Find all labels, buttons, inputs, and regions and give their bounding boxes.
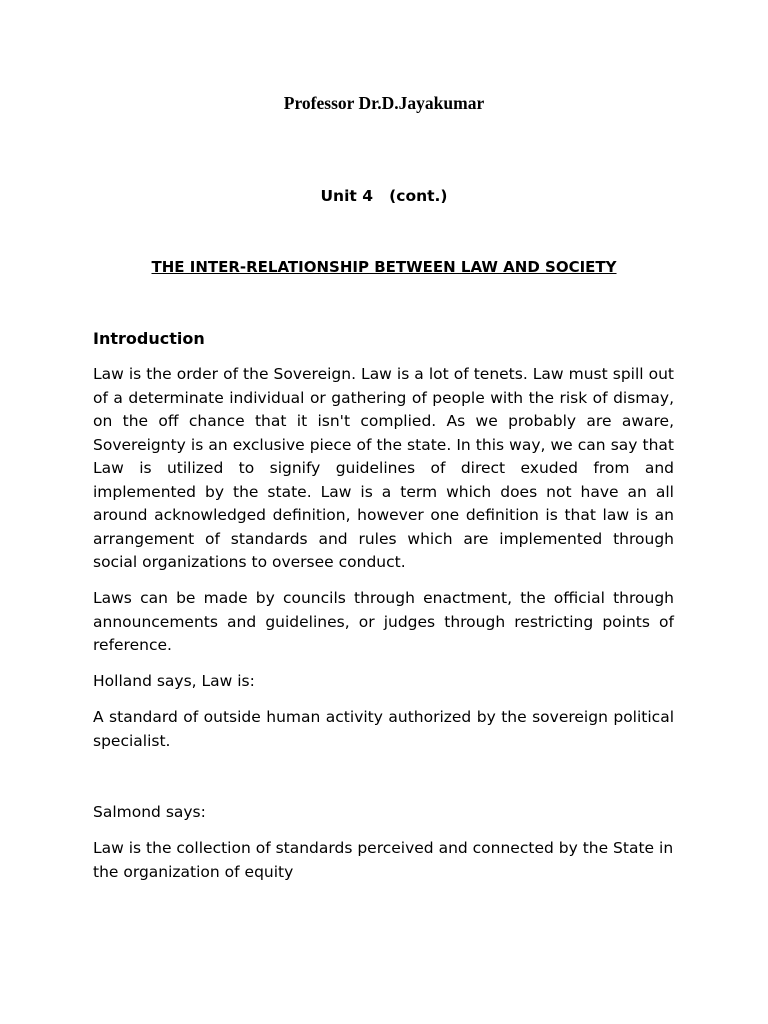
paragraph-salmond-intro: Salmond says: xyxy=(93,803,206,821)
paragraph-lawmaking: Laws can be made by councils through enactment, the official through announcements and guidelines, or judges through restricting points of reference. xyxy=(93,589,674,654)
introduction-heading: Introduction xyxy=(93,329,205,348)
paragraph-holland-quote: A standard of outside human activity authorized by the sovereign political specialist. xyxy=(93,708,674,750)
author-name: Professor Dr.D.Jayakumar xyxy=(283,93,485,113)
paragraph-salmond-quote: Law is the collection of standards perceived and connected by the State in the organization of equity xyxy=(93,839,674,881)
paragraph-definition: Law is the order of the Sovereign. Law is a lot of tenets. Law must spill out of a determinate individual or gathering of people with the risk of dismay, on the off chance that it isn't complied. As we probably are aware, Sovereignty is an exclusive piece of the state. In this way, we can say that Law is utilized to signify guidelines of direct exuded from and implemented by the state. Law is a term which does not have an all around acknowledged definition, however one definition is that law is an arrangement of standards and rules which are implemented through social organizations to oversee conduct. xyxy=(93,365,674,571)
document-title: THE INTER-RELATIONSHIP BETWEEN LAW AND SOCIETY xyxy=(151,258,617,276)
paragraph-holland-intro: Holland says, Law is: xyxy=(93,672,255,690)
unit-label: Unit 4 (cont.) xyxy=(320,187,448,205)
